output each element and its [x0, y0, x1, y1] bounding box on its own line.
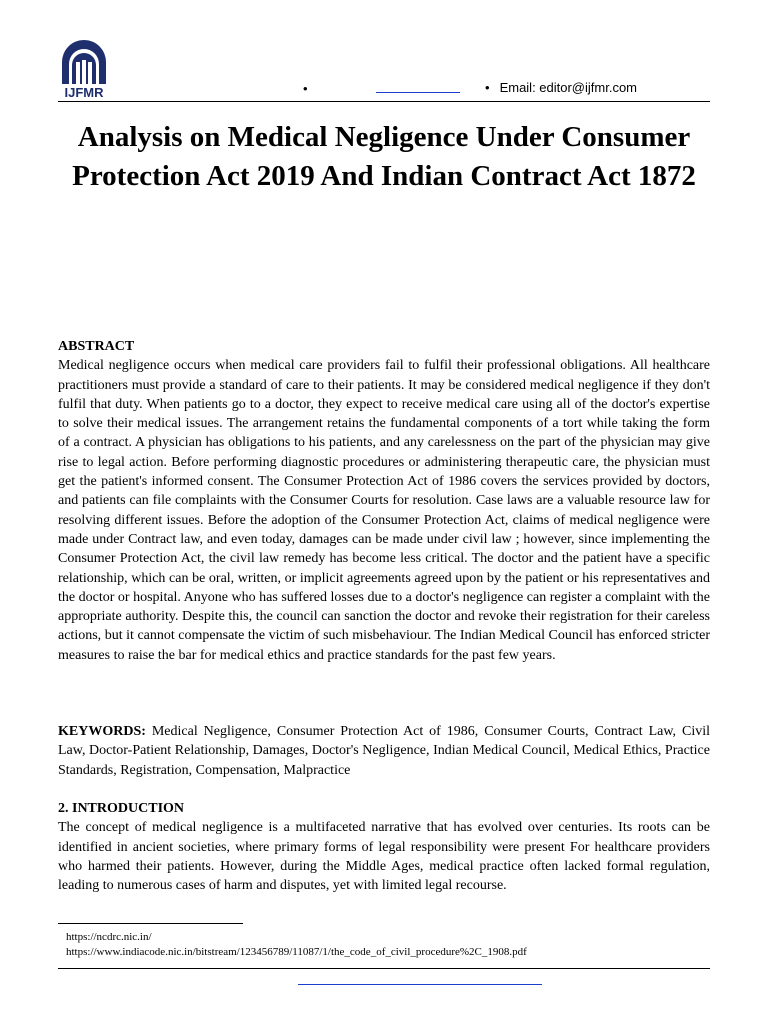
footnote-2[interactable]: https://www.indiacode.nic.in/bitstream/123456789/11087/1/the_code_of_civil_procedure%2C_1908.pdf	[66, 946, 527, 958]
footnote-1[interactable]: https://ncdrc.nic.in/	[66, 931, 152, 943]
footnotes	[66, 930, 527, 960]
keywords-text: Medical Negligence, Consumer Protection Act of 1986, Consumer Courts, Contract Law, Civil Law, Doctor-Patient Relationship, Damages, Doctor's Negligence, Indian Medical Council, Medical Ethics, Practice Standards, Registration, Compensation, Malpractice	[58, 724, 710, 778]
keywords-section	[58, 722, 710, 780]
introduction-section	[58, 799, 710, 895]
email-text[interactable]: Email: editor@ijfmr.com	[499, 80, 638, 95]
keywords-label: KEYWORDS:	[58, 724, 146, 739]
abstract-heading: ABSTRACT	[58, 339, 135, 354]
header-email[interactable]	[485, 80, 637, 95]
footer-rule	[58, 968, 710, 969]
introduction-heading: 2. INTRODUCTION	[58, 801, 185, 816]
footer-link[interactable]	[298, 984, 542, 985]
logo-text: IJFMR	[64, 85, 104, 100]
header-bullet: •	[485, 80, 490, 95]
building-icon	[58, 40, 110, 86]
header-website-link[interactable]	[376, 92, 460, 93]
header-rule	[58, 101, 710, 102]
journal-logo	[58, 40, 110, 100]
paper-title: Analysis on Medical Negligence Under Consumer Protection Act 2019 And Indian Contract Act 1872	[72, 121, 696, 192]
header-bullet: •	[303, 81, 308, 96]
footnote-rule	[58, 923, 243, 924]
abstract-section	[58, 337, 710, 665]
introduction-text: The concept of medical negligence is a multifaceted narrative that has evolved over centuries. Its roots can be identified in ancient societies, where primary forms of legal responsibility were present For healthcare providers who harmed their patients. However, during the Middle Ages, medical practice often lacked formal regulation, leading to numerous cases of harm and disputes, yet with limited legal recourse.	[58, 820, 710, 894]
abstract-text: Medical negligence occurs when medical care providers fail to fulfil their professional obligations. All healthcare practitioners must provide a standard of care to their patients. It may be considered medical negligence if they don't fulfil that duty. When patients go to a doctor, they expect to receive medical care using all of the doctor's expertise to solve their medical issues. The arrangement retains the fundamental components of a tort while taking the form of a contract. A physician has obligations to his patients, and any carelessness on the part of the physician may give rise to legal action. Before performing diagnostic procedures or administering therapeutic care, the physician must get the patient's informed consent. The Consumer Protection Act of 1986 covers the services provided by doctors, and patients can file complaints with the Consumer Courts for resolution. Case laws are a valuable resource law for resolving different issues. Before the adoption of the Consumer Protection Act, claims of medical negligence were made under Contract law, and even today, damages can be made under civil law ; however, since implementing the Consumer Protection Act, the civil law remedy has become less critical. The doctor and the patient have a specific relationship, which can be oral, written, or implicit agreements agreed upon by the patient or his representatives and the doctor or hospital. Anyone who has suffered losses due to a doctor's negligence can register a complaint with the appropriate authority. Despite this, the council can sanction the doctor and revoke their registration for their careless actions, but it cannot compensate the victim of such misbehaviour. The Indian Medical Council has enforced stricter measures to raise the bar for medical ethics and practice standards for the past few years.	[58, 358, 710, 663]
